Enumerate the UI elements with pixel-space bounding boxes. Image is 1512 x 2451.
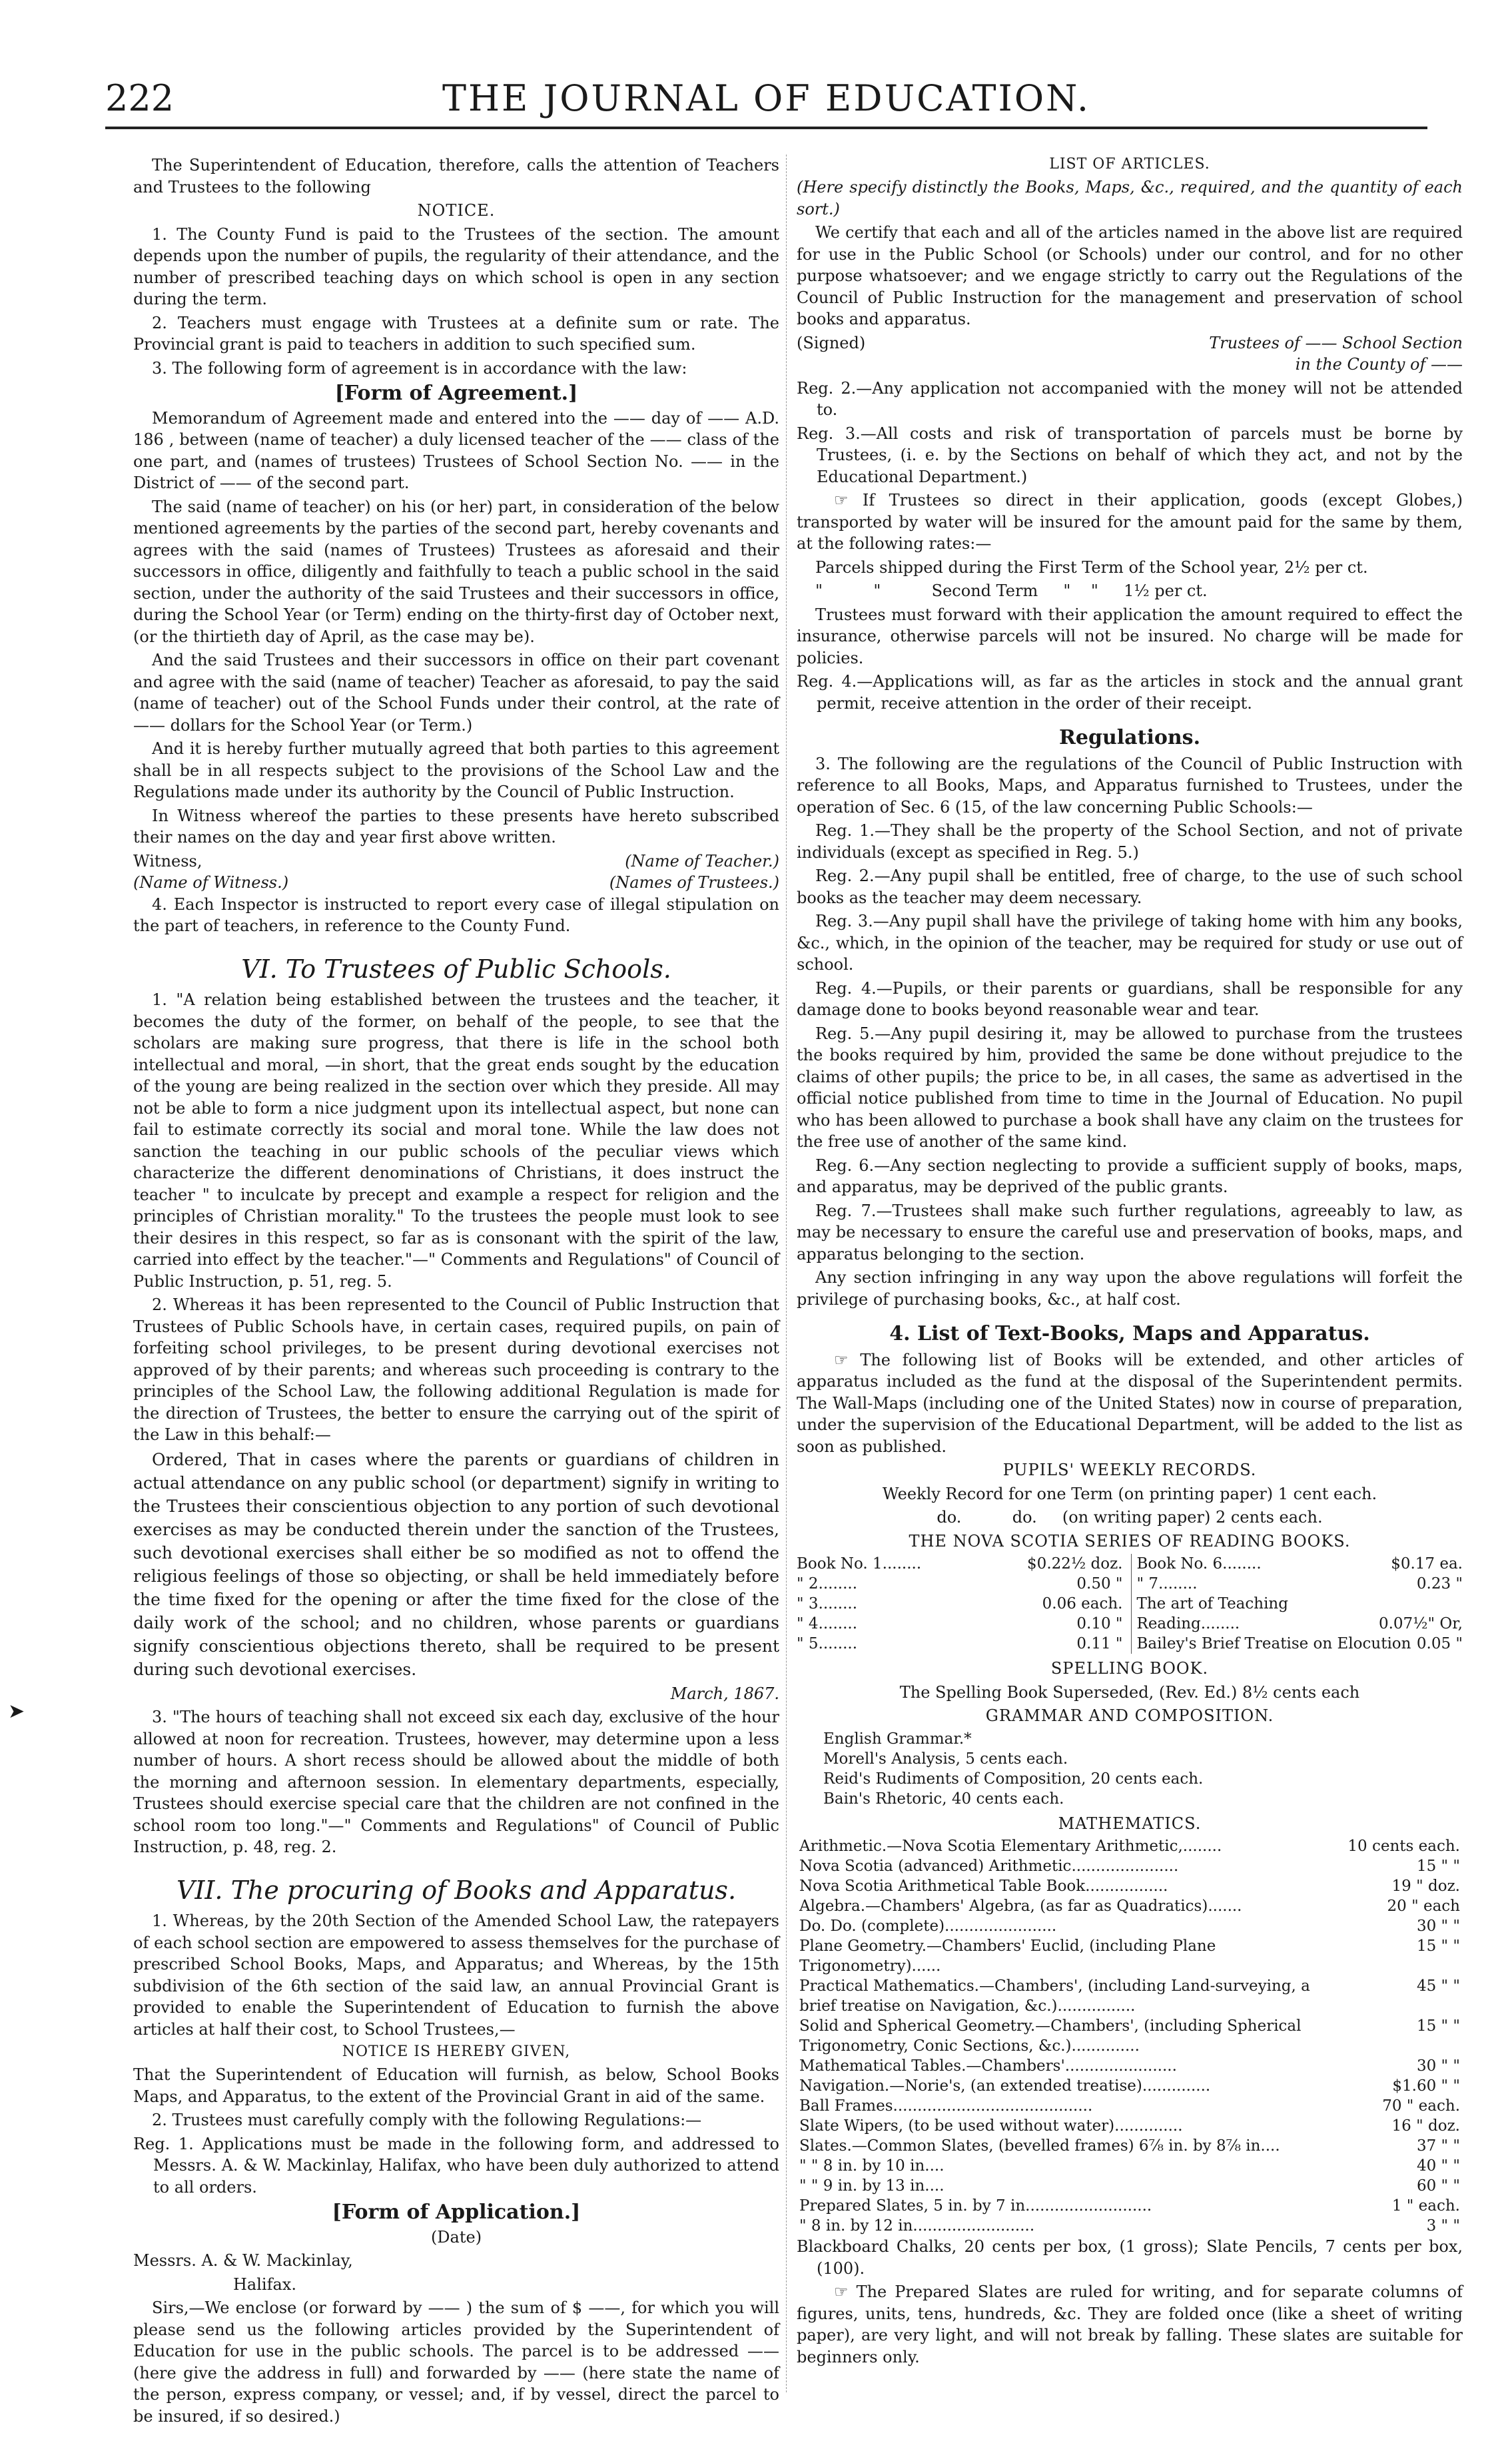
mathematics-price: 1 " each. bbox=[1391, 2197, 1460, 2215]
pointing-hand-icon: ☞ bbox=[834, 2282, 849, 2301]
mathematics-price: 40 " " bbox=[1416, 2157, 1460, 2175]
insurance-forward-note: Trustees must forward with their application the amount required to effect the insurance, otherwise parcels will not be insured. No charge will be made for policies. bbox=[797, 605, 1463, 667]
reading-book-price: $0.22½ doz. bbox=[1027, 1555, 1123, 1573]
regulations-heading: Regulations. bbox=[1058, 726, 1201, 749]
agreement-paragraph-1: Memorandum of Agreement made and entered into the —— day of —— A.D. 186 , between (name of teacher) a duly licensed teacher of the —— class of the one part, and (names of trustees) Trustees of School Section No. —— in the District of —— of the second part. bbox=[133, 408, 779, 492]
reading-book-row bbox=[1137, 1634, 1463, 1654]
application-body: Sirs,—We enclose (or forward by —— ) the sum of $ ——, for which you will please send us the following articles provided by the Superintendent of Education for use in the public schools. The parcel is to be addressed —— (here give the address in full) and forwarded by —— (here state the name of the person, express company, or vessel; and, if by vessel, direct the parcel to be insured, if so desired.) bbox=[133, 2298, 779, 2426]
regulations-intro: 3. The following are the regulations of the Council of Public Instruction with reference to all Books, Maps, and Apparatus furnished to Trustees, under the operation of Sec. 6 (15, of the law concerning Public Schools:— bbox=[797, 754, 1463, 817]
journal-title: THE JOURNAL OF EDUCATION. bbox=[442, 77, 1091, 119]
application-regulation-1: Reg. 1. Applications must be made in the following form, and addressed to Messrs. A. & W. Mackinlay, Halifax, who have been duly authorized to attend to all orders. bbox=[133, 2134, 779, 2197]
spelling-book-line: The Spelling Book Superseded, (Rev. Ed.) 8½ cents each bbox=[899, 1682, 1360, 1702]
mathematics-price: 30 " " bbox=[1416, 1918, 1460, 1935]
mathematics-row bbox=[797, 1936, 1463, 1976]
mathematics-row bbox=[797, 1916, 1463, 1936]
pointing-hand-icon: ☞ bbox=[834, 491, 849, 510]
intro-paragraph: The Superintendent of Education, therefore, calls the attention of Teachers and Trustees to the following bbox=[133, 156, 779, 196]
reading-books-grid bbox=[797, 1554, 1463, 1654]
mathematics-item: " " 8 in. by 10 in.... bbox=[799, 2157, 945, 2175]
margin-pointer-icon: ➤ bbox=[8, 1700, 25, 1723]
witness-signature-line-1 bbox=[133, 851, 779, 873]
mathematics-item: Do. Do. (complete)....................... bbox=[799, 1918, 1057, 1935]
pupils-weekly-records-heading: PUPILS' WEEKLY RECORDS. bbox=[1002, 1461, 1257, 1479]
mathematics-price: 15 " " bbox=[1416, 2017, 1460, 2035]
notice-item-3: 3. The following form of agreement is in accordance with the law: bbox=[152, 358, 687, 378]
reading-book-row bbox=[797, 1554, 1123, 1574]
grammar-item: Bain's Rhetoric, 40 cents each. bbox=[823, 1790, 1064, 1808]
blackboard-line: Blackboard Chalks, 20 cents per box, (1 gross); Slate Pencils, 7 cents per box, (100). bbox=[797, 2237, 1463, 2278]
page-header bbox=[105, 72, 1427, 125]
reading-book-row bbox=[1137, 1554, 1463, 1574]
mathematics-item: " " 9 in. by 13 in.... bbox=[799, 2177, 945, 2195]
slates-note-text: The Prepared Slates are ruled for writing, and for separate columns of figures, units, tens, hundreds, &c. They are folded once (like a sheet of writing paper), are very light, and will not break by falling. These slates are suitable for beginners only. bbox=[797, 2282, 1463, 2366]
mathematics-row bbox=[797, 2056, 1463, 2076]
grammar-item: English Grammar.* bbox=[823, 1730, 972, 1748]
regulation-2: Reg. 2.—Any application not accompanied with the money will not be attended to. bbox=[797, 378, 1463, 419]
addressee-line: Messrs. A. & W. Mackinlay, bbox=[133, 2251, 353, 2270]
insurance-note-text: If Trustees so direct in their application, goods (except Globes,) transported by water will be insured for the amount paid for the same by them, at the following rates:— bbox=[797, 491, 1463, 553]
reading-book-price: 0.50 " bbox=[1076, 1575, 1123, 1592]
section-vii-paragraph-2: That the Superintendent of Education will furnish, as below, School Books Maps, and Apparatus, to the extent of the Provincial Grant in aid of the same. bbox=[133, 2065, 779, 2106]
mathematics-item: " 8 in. by 12 in......................... bbox=[799, 2217, 1035, 2235]
insurance-note bbox=[797, 490, 1463, 555]
reading-book-name: Bailey's Brief Treatise on Elocution bbox=[1136, 1635, 1411, 1652]
reading-book-price: 0.11 " bbox=[1076, 1635, 1123, 1652]
book-regulation-5: Reg. 5.—Any pupil desiring it, may be allowed to purchase from the trustees the books required by him, provided the same be done without prejudice to the claims of other pupils; the price to be, in all cases, the same as advertised in the official notice published from time to time in the Journal of Education. No pupil who has been allowed to purchase a book shall have any claim on the trustees for the free use of another of the same kind. bbox=[797, 1024, 1463, 1151]
mathematics-price-table bbox=[797, 1836, 1463, 2236]
mathematics-price: 20 " each bbox=[1387, 1898, 1460, 1915]
mathematics-item: Nova Scotia (advanced) Arithmetic...................... bbox=[799, 1858, 1179, 1875]
reading-books-right bbox=[1131, 1554, 1463, 1654]
mathematics-price: 70 " each. bbox=[1382, 2097, 1460, 2115]
mathematics-price: 16 " doz. bbox=[1391, 2117, 1460, 2135]
form-of-application-heading: [Form of Application.] bbox=[332, 2201, 581, 2224]
mathematics-price: 10 cents each. bbox=[1347, 1838, 1460, 1855]
mathematics-item: Ball Frames......................................... bbox=[799, 2097, 1093, 2115]
notice-item-1: 1. The County Fund is paid to the Trustees of the section. The amount depends upon the number of pupils, the regularity of their attendance, and the number of prescribed teaching days on which school is open in any section during the term. bbox=[133, 224, 779, 308]
mathematics-item: Solid and Spherical Geometry.—Chambers', (including Spherical Trigonometry, Conic Sections, &c.).............. bbox=[799, 2017, 1302, 2055]
left-column bbox=[133, 155, 779, 2429]
mathematics-row bbox=[797, 2136, 1463, 2156]
insurance-rate-2: " " Second Term " " 1½ per ct. bbox=[815, 581, 1208, 600]
mathematics-item: Plane Geometry.—Chambers' Euclid, (including Plane Trigonometry)...... bbox=[799, 1937, 1216, 1975]
mathematics-row bbox=[797, 2116, 1463, 2136]
reading-book-name: Book No. 6........ bbox=[1136, 1555, 1262, 1573]
mathematics-item: Nova Scotia Arithmetical Table Book................. bbox=[799, 1878, 1168, 1895]
mathematics-row bbox=[797, 1836, 1463, 1856]
forfeit-paragraph: Any section infringing in any way upon the above regulations will forfeit the privilege of purchasing books, &c., at half cost. bbox=[797, 1268, 1463, 1309]
reading-book-name: " 7........ bbox=[1136, 1575, 1198, 1592]
section-vii-paragraph-3: 2. Trustees must carefully comply with the following Regulations:— bbox=[152, 2111, 702, 2129]
list-intro bbox=[797, 1349, 1463, 1458]
agreement-paragraph-5: In Witness whereof the parties to these presents have hereto subscribed their names on the day and year first above written. bbox=[133, 806, 779, 847]
grammar-item: Morell's Analysis, 5 cents each. bbox=[823, 1750, 1068, 1768]
form-of-agreement-heading: [Form of Agreement.] bbox=[334, 382, 578, 405]
witness-label: Witness, bbox=[133, 851, 202, 871]
list-intro-text: The following list of Books will be extended, and other articles of apparatus included as the fund at the disposal of the Superintendent permits. The Wall-Maps (including one of the United States) now in course of preparation, under the supervision of the Educational Department, will be added to the list as soon as published. bbox=[797, 1350, 1463, 1456]
mathematics-item: Arithmetic.—Nova Scotia Elementary Arithmetic,........ bbox=[799, 1838, 1222, 1855]
section-vii-title: VII. The procuring of Books and Apparatus. bbox=[176, 1875, 737, 1905]
application-date-label: (Date) bbox=[430, 2227, 482, 2247]
reading-book-name: The art of Teaching bbox=[1136, 1595, 1288, 1612]
grammar-item: Reid's Rudiments of Composition, 20 cents each. bbox=[823, 1770, 1204, 1788]
mathematics-price: 3 " " bbox=[1426, 2217, 1460, 2235]
name-of-teacher-label: (Name of Teacher.) bbox=[625, 851, 779, 871]
reading-book-row bbox=[1137, 1574, 1463, 1594]
name-of-witness-label: (Name of Witness.) bbox=[133, 873, 289, 892]
reading-book-name: " 5........ bbox=[797, 1635, 858, 1652]
spelling-book-heading: SPELLING BOOK. bbox=[1050, 1659, 1209, 1678]
mathematics-price: 19 " doz. bbox=[1391, 1878, 1460, 1895]
mathematics-row bbox=[797, 1896, 1463, 1916]
notice-heading: NOTICE. bbox=[417, 201, 496, 220]
notice-item-4: 4. Each Inspector is instructed to report every case of illegal stipulation on the part of teachers, in reference to the County Fund. bbox=[133, 894, 779, 935]
mathematics-item: Slate Wipers, (to be used without water).............. bbox=[799, 2117, 1183, 2135]
mathematics-item: Navigation.—Norie's, (an extended treatise).............. bbox=[799, 2077, 1211, 2095]
grammar-list bbox=[797, 1729, 1463, 1809]
mathematics-row bbox=[797, 1876, 1463, 1896]
reading-book-row bbox=[797, 1614, 1123, 1634]
in-county-label: in the County of —— bbox=[1295, 355, 1463, 374]
mathematics-item: Practical Mathematics.—Chambers', (including Land-surveying, a brief treatise on Navigation, &c.)................ bbox=[799, 1977, 1310, 2015]
regulation-4: Reg. 4.—Applications will, as far as the articles in stock and the annual grant permit, receive attention in the order of their receipt. bbox=[797, 672, 1463, 713]
book-regulation-1: Reg. 1.—They shall be the property of the School Section, and not of private individuals (except as specified in Reg. 5.) bbox=[797, 821, 1463, 862]
reading-book-name: " 2........ bbox=[797, 1575, 858, 1592]
section-vii-paragraph-1: 1. Whereas, by the 20th Section of the Amended School Law, the ratepayers of each school section are empowered to assess themselves for the purchase of prescribed School Books, Maps, and Apparatus; and Whereas, by the 15th subdivision of the 6th section of the said law, an annual Provincial Grant is provided to enable the Superintendent of Education to furnish the above articles at half their cost, to School Trustees,— bbox=[133, 1912, 779, 2039]
section-vi-paragraph-2: 2. Whereas it has been represented to the Council of Public Instruction that Trustees of Public Schools have, in certain cases, required pupils, on pain of forfeiting school privileges, to be present during devotional exercises not approved of by their parents; and whereas such proceeding is contrary to the principles of the School Law, the following additional Regulation is made for the direction of Trustees, the better to ensure the carrying out of the spirit of the Law in this behalf:— bbox=[133, 1295, 779, 1444]
trustee-signature-block bbox=[797, 332, 1463, 354]
reading-books-left bbox=[797, 1554, 1123, 1654]
signed-label: (Signed) bbox=[797, 333, 866, 352]
section-vi-title: VI. To Trustees of Public Schools. bbox=[241, 954, 671, 984]
mathematics-row bbox=[797, 2016, 1463, 2056]
notice-item-2: 2. Teachers must engage with Trustees at a definite sum or rate. The Provincial grant is paid to teachers in addition to such specified sum. bbox=[133, 313, 779, 354]
mathematics-row bbox=[797, 1856, 1463, 1876]
reading-book-row bbox=[797, 1574, 1123, 1594]
list-of-articles-heading: LIST OF ARTICLES. bbox=[1049, 156, 1210, 173]
book-regulation-3: Reg. 3.—Any pupil shall have the privilege of taking home with him any books, &c., which, in the opinion of the teacher, may be required for study or use out of school. bbox=[797, 912, 1463, 974]
mathematics-price: 37 " " bbox=[1416, 2137, 1460, 2155]
mathematics-row bbox=[797, 2156, 1463, 2176]
mathematics-item: Prepared Slates, 5 in. by 7 in.......................... bbox=[799, 2197, 1152, 2215]
mathematics-row bbox=[797, 2096, 1463, 2116]
ordered-paragraph: Ordered, That in cases where the parents or guardians of children in actual attendance on any public school (or department) signify in writing to the Trustees their conscientious objection to any portion of such devotional exercises as may be conducted therein under the sanction of the Trustees, such devotional exercises shall either be so modified as not to offend the religious feelings of those so objecting, or shall be held immediately before the time fixed for the opening or after the time fixed for the close of the daily work of the school; and no children, whose parents or guardians signify conscientious objections thereto, shall be required to be present during such devotional exercises. bbox=[133, 1449, 779, 1679]
mathematics-row bbox=[797, 2196, 1463, 2216]
slates-note bbox=[797, 2281, 1463, 2368]
addressee-city: Halifax. bbox=[233, 2275, 296, 2294]
reading-book-row bbox=[1137, 1594, 1463, 1614]
reading-book-price: 0.10 " bbox=[1076, 1615, 1123, 1632]
agreement-paragraph-4: And it is hereby further mutually agreed that both parties to this agreement shall be in all respects subject to the provisions of the School Law and the Regulations made under its authority by the Council of Public Instruction. bbox=[133, 739, 779, 801]
book-regulation-4: Reg. 4.—Pupils, or their parents or guardians, shall be responsible for any damage done to books beyond reasonable wear and tear. bbox=[797, 978, 1463, 1019]
mathematics-row bbox=[797, 1976, 1463, 2016]
mathematics-price: 30 " " bbox=[1416, 2057, 1460, 2075]
weekly-record-line-2: do. do. (on writing paper) 2 cents each. bbox=[937, 1508, 1323, 1527]
reading-book-name: " 4........ bbox=[797, 1615, 858, 1632]
mathematics-price: 15 " " bbox=[1416, 1858, 1460, 1875]
agreement-paragraph-3: And the said Trustees and their successors in office on their part covenant and agree with the said (name of teacher) Teacher as aforesaid, to pay the said (name of teacher) out of the School Funds under their control, at the rate of —— dollars for the School Year (or Term.) bbox=[133, 651, 779, 735]
weekly-record-line-1: Weekly Record for one Term (on printing paper) 1 cent each. bbox=[882, 1484, 1377, 1503]
reading-book-row bbox=[797, 1634, 1123, 1654]
column-divider bbox=[786, 155, 787, 2392]
mathematics-row bbox=[797, 2176, 1463, 2196]
reading-book-price: 0.07½" Or, bbox=[1378, 1615, 1463, 1632]
mathematics-item: Slates.—Common Slates, (bevelled frames) 6⅞ in. by 8⅞ in.... bbox=[799, 2137, 1280, 2155]
section-vi-paragraph-3: 3. "The hours of teaching shall not exceed six each day, exclusive of the hour allowed at noon for recreation. Trustees, however, may determine upon a less number of hours. A short recess should be allowed about the middle of both the morning and afternoon session. In elementary departments, especially, Trustees should exercise special care that the children are not confined in the school room too long."—" Comments and Regulations" of Council of Public Instruction, p. 48, reg. 2. bbox=[133, 1708, 779, 1856]
reading-book-row bbox=[797, 1594, 1123, 1614]
section-vi-paragraph-1: 1. "A relation being established between the trustees and the teacher, it becomes the duty of the former, on behalf of the people, to see that the scholars are making sure progress, that there is life in the school both intellectual and moral, —in short, that the great ends sought by the education of the young are being realized in the section over which they preside. All may not be able to form a nice judgment upon its intellectual aspect, but none can fail to estimate correctly its social and moral tone. While the law does not sanction the teaching in our public schools of the peculiar views which characterize the different denominations of Christians, it does instruct the teacher " to inculcate by precept and example a respect for religion and the principles of Christian morality." To the trustees the people must look to see their desires in this respect, so far as is consonant with the spirit of the law, carried into effect by the teacher."—" Comments and Regulations" of Council of Public Instruction, p. 51, reg. 5. bbox=[133, 990, 779, 1291]
mathematics-price: 15 " " bbox=[1416, 1937, 1460, 1955]
names-of-trustees-label: (Names of Trustees.) bbox=[609, 873, 779, 892]
reading-book-price: $0.17 ea. bbox=[1391, 1555, 1463, 1573]
agreement-paragraph-2: The said (name of teacher) on his (or her) part, in consideration of the below mentioned agreements by the parties of the second part, hereby covenants and agrees with the said (names of Trustees) Trustees as aforesaid and their successors in office, diligently and faithfully to teach a public school in the said section, under the authority of the said Trustees and their successors in office, during the School Year (or Term) ending on the thirty-first day of October next, (or the thirtieth day of April, as the case may be). bbox=[133, 497, 779, 646]
certification-paragraph: We certify that each and all of the articles named in the above list are required for use in the Public School (or Schools) under our control, and for no other purpose whatsoever; and we engage strictly to carry out the Regulations of the Council of Public Instruction for the management and preservation of school books and apparatus. bbox=[797, 223, 1463, 328]
mathematics-item: Mathematical Tables.—Chambers'....................... bbox=[799, 2057, 1177, 2075]
march-date: March, 1867. bbox=[670, 1684, 779, 1703]
reading-books-heading: THE NOVA SCOTIA SERIES OF READING BOOKS. bbox=[909, 1531, 1351, 1551]
right-column bbox=[797, 155, 1463, 2370]
book-regulation-2: Reg. 2.—Any pupil shall be entitled, free of charge, to the use of such school books as the teacher may deem necessary. bbox=[797, 867, 1463, 907]
reading-book-name: " 3........ bbox=[797, 1595, 858, 1612]
notice-hereby-given: NOTICE IS HEREBY GIVEN, bbox=[342, 2043, 571, 2060]
mathematics-row bbox=[797, 2216, 1463, 2236]
reading-book-price: 0.06 each. bbox=[1042, 1595, 1123, 1612]
trustees-of-label: Trustees of —— School Section bbox=[1209, 333, 1463, 352]
mathematics-price: 60 " " bbox=[1416, 2177, 1460, 2195]
book-regulation-6: Reg. 6.—Any section neglecting to provide a sufficient supply of books, maps, and apparatus, may be deprived of the public grants. bbox=[797, 1156, 1463, 1196]
mathematics-item: Algebra.—Chambers' Algebra, (as far as Quadratics)....... bbox=[799, 1898, 1242, 1915]
list-of-text-books-heading: 4. List of Text-Books, Maps and Apparatus. bbox=[889, 1322, 1370, 1345]
reading-book-row bbox=[1137, 1614, 1463, 1634]
reading-book-price: 0.23 " bbox=[1416, 1575, 1463, 1592]
mathematics-row bbox=[797, 2076, 1463, 2096]
mathematics-price: $1.60 " " bbox=[1392, 2077, 1460, 2095]
pointing-hand-icon: ☞ bbox=[834, 1350, 849, 1369]
witness-signature-line-2 bbox=[133, 872, 779, 894]
book-regulation-7: Reg. 7.—Trustees shall make such further regulations, agreeably to law, as may be necessary to ensure the careful use and preservation of books, maps, and apparatus belonging to the section. bbox=[797, 1201, 1463, 1263]
mathematics-price: 45 " " bbox=[1416, 1977, 1460, 1995]
reading-book-name: Book No. 1........ bbox=[797, 1555, 922, 1573]
reading-book-price: 0.05 " bbox=[1416, 1635, 1463, 1652]
reading-book-name: Reading........ bbox=[1136, 1615, 1240, 1632]
grammar-heading: GRAMMAR AND COMPOSITION. bbox=[985, 1706, 1274, 1725]
list-of-articles-note: (Here specify distinctly the Books, Maps, &c., required, and the quantity of each sort.) bbox=[797, 178, 1463, 218]
insurance-rate-1: Parcels shipped during the First Term of the School year, 2½ per ct. bbox=[815, 557, 1368, 577]
page-number: 222 bbox=[105, 77, 175, 119]
mathematics-heading: MATHEMATICS. bbox=[1058, 1814, 1202, 1833]
regulation-3: Reg. 3.—All costs and risk of transportation of parcels must be borne by Trustees, (i. e. by the Sections on behalf of which they act, and not by the Educational Department.) bbox=[797, 424, 1463, 486]
header-rule bbox=[105, 127, 1427, 129]
